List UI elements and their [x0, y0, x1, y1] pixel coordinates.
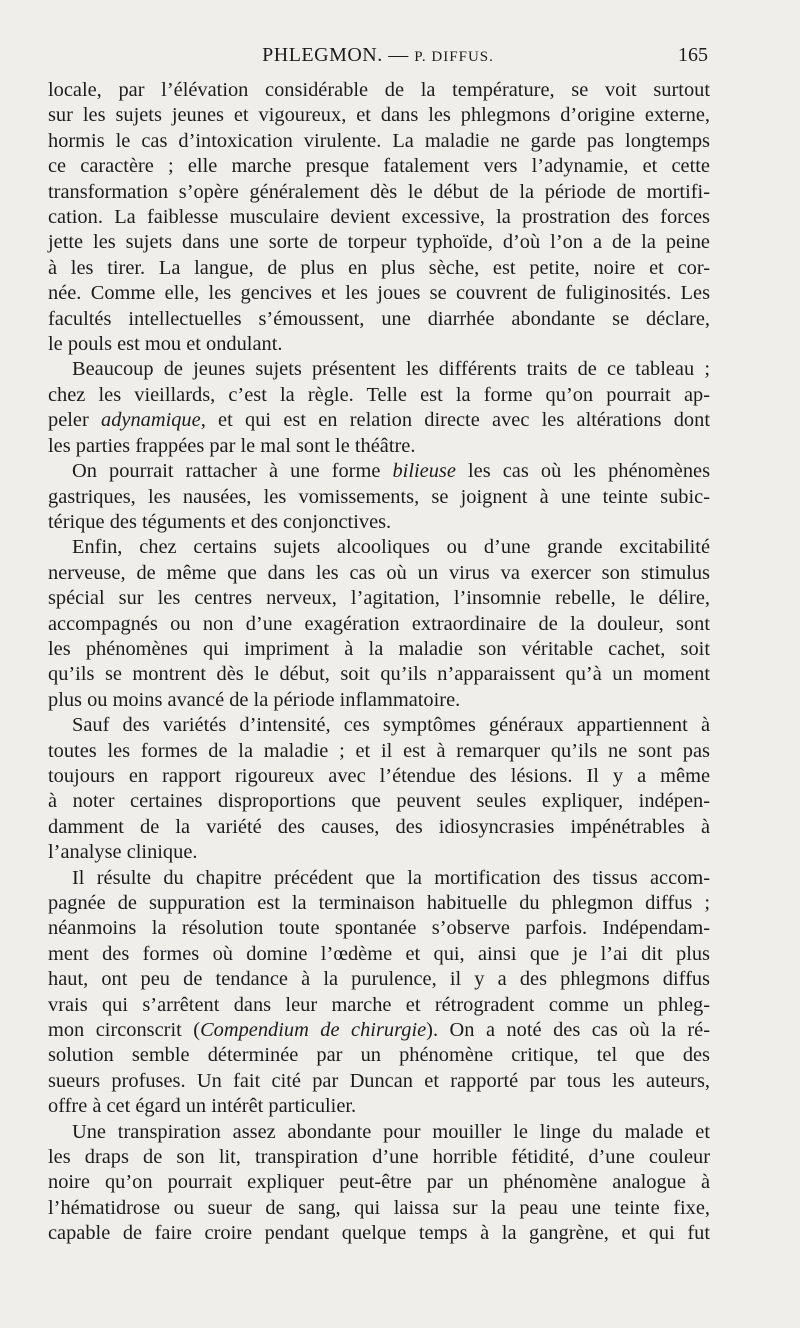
text-line: locale, par l’élévation considérable de la température, se voit surtout — [48, 79, 710, 101]
text-line: offre à cet égard un intérêt particulier. — [48, 1095, 357, 1118]
line-segment: les cas où les phénomènes — [455, 460, 711, 483]
text-line: ce caractère ; elle marche presque fatalement vers l’adynamie, et cette — [48, 155, 710, 178]
text-line: térique des téguments et des conjonctives. — [48, 510, 392, 533]
text-line: à noter certaines disproportions que peuvent seules expliquer, indépen- — [48, 790, 710, 813]
text-line: facultés intellectuelles s’émoussent, une diarrhée abondante se déclare, — [48, 307, 710, 330]
text-line: l’hématidrose ou sueur de sang, qui laissa sur la peau une teinte fixe, — [48, 1196, 710, 1219]
text-line: plus ou moins avancé de la période inflammatoire. — [48, 688, 461, 711]
text-line: haut, ont peu de tendance à la purulence, il y a des phlegmons diffus — [48, 968, 710, 991]
italic-term: adynamique — [101, 409, 201, 432]
text-line: capable de faire croire pendant quelque temps à la gangrène, et qui fut — [48, 1222, 710, 1245]
line-segment: On pourrait rattacher à une forme — [72, 460, 393, 483]
line-segment: mon circonscrit ( — [48, 1019, 201, 1042]
body-text — [48, 78, 710, 1247]
text-line: néanmoins la résolution toute spontanée s’observe parfois. Indépendam- — [48, 917, 710, 940]
text-line: le pouls est mou et ondulant. — [48, 333, 283, 356]
text-line: née. Comme elle, les gencives et les joues se couvrent de fuliginosités. Les — [48, 282, 710, 305]
text-line: Enfin, chez certains sujets alcooliques ou d’une grande excitabilité — [72, 536, 710, 559]
line-segment: ). On a noté des cas où la ré- — [426, 1019, 710, 1042]
text-line: ment des formes où domine l’œdème et qui, ainsi que je l’ai dit plus — [48, 942, 710, 965]
text-line: chez les vieillards, c’est la règle. Telle est la forme qu’on pourrait ap- — [48, 383, 710, 406]
text-line: sur les sujets jeunes et vigoureux, et dans les phlegmons d’origine externe, — [48, 104, 710, 127]
running-title-main: PHLEGMON. — — [262, 44, 415, 66]
line-segment: , et qui est en relation directe avec les altérations dont — [200, 409, 710, 432]
text-line: les parties frappées par le mal sont le théâtre. — [48, 434, 416, 457]
text-line: transformation s’opère généralement dès le début de la période de mortifi- — [48, 180, 710, 203]
line-segment: peler — [48, 409, 102, 432]
text-line: pagnée de suppuration est la terminaison habituelle du phlegmon diffus ; — [48, 892, 710, 914]
text-line: toutes les formes de la maladie ; et il est à remarquer qu’ils ne sont pas — [48, 739, 710, 762]
page-number: 165 — [678, 44, 708, 66]
text-line: Beaucoup de jeunes sujets présentent les différents traits de ce tableau ; — [72, 358, 710, 381]
italic-term: Compendium de chirurgie — [200, 1019, 427, 1042]
text-line: qu’ils se montrent dès le début, soit qu’ils n’apparaissent qu’à un moment — [48, 663, 710, 686]
text-line: accompagnés ou non d’une exagération extraordinaire de la douleur, sont — [48, 612, 710, 635]
text-line: Sauf des variétés d’intensité, ces symptômes généraux appartiennent à — [72, 714, 710, 737]
text-line: à les tirer. La langue, de plus en plus sèche, est petite, noire et cor- — [48, 256, 710, 279]
text-line: jette les sujets dans une sorte de torpeur typhoïde, d’où l’on a de la peine — [48, 231, 710, 254]
text-line: vrais qui s’arrêtent dans leur marche et rétrogradent comme un phleg- — [48, 993, 710, 1016]
text-line: cation. La faiblesse musculaire devient excessive, la prostration des forces — [48, 206, 710, 229]
text-line — [48, 459, 710, 484]
text-line: Il résulte du chapitre précédent que la mortification des tissus accom- — [72, 866, 710, 889]
text-line: nerveuse, de même que dans les cas où un virus va exercer son stimulus — [48, 561, 710, 584]
text-line: sueurs profuses. Un fait cité par Duncan et rapporté par tous les auteurs, — [48, 1069, 710, 1092]
page-header — [48, 44, 708, 74]
text-line: Une transpiration assez abondante pour mouiller le linge du malade et — [72, 1120, 710, 1143]
text-line: solution semble déterminée par un phénomène critique, tel que des — [48, 1044, 710, 1067]
text-line: les phénomènes qui impriment à la maladie son véritable cachet, soit — [48, 637, 710, 660]
running-title-sub: P. DIFFUS. — [414, 49, 494, 65]
text-line: damment de la variété des causes, des idiosyncrasies impénétrables à — [48, 815, 710, 838]
italic-term: bilieuse — [392, 460, 456, 483]
text-line: gastriques, les nausées, les vomissements, se joignent à une teinte subic- — [48, 485, 710, 508]
running-title — [48, 44, 708, 67]
text-line: hormis le cas d’intoxication virulente. La maladie ne garde pas longtemps — [48, 129, 710, 152]
text-line: noire qu’on pourrait expliquer peut-être par un phénomène analogue à — [48, 1171, 710, 1194]
text-line: toujours en rapport rigoureux avec l’étendue des lésions. Il y a même — [48, 764, 710, 787]
text-line: spécial sur les centres nerveux, l’agitation, l’insomnie rebelle, le délire, — [48, 587, 710, 610]
text-line — [48, 408, 710, 433]
text-line: les draps de son lit, transpiration d’une horrible fétidité, d’une couleur — [48, 1146, 710, 1169]
text-line: l’analyse clinique. — [48, 841, 198, 864]
text-line — [48, 1018, 710, 1043]
